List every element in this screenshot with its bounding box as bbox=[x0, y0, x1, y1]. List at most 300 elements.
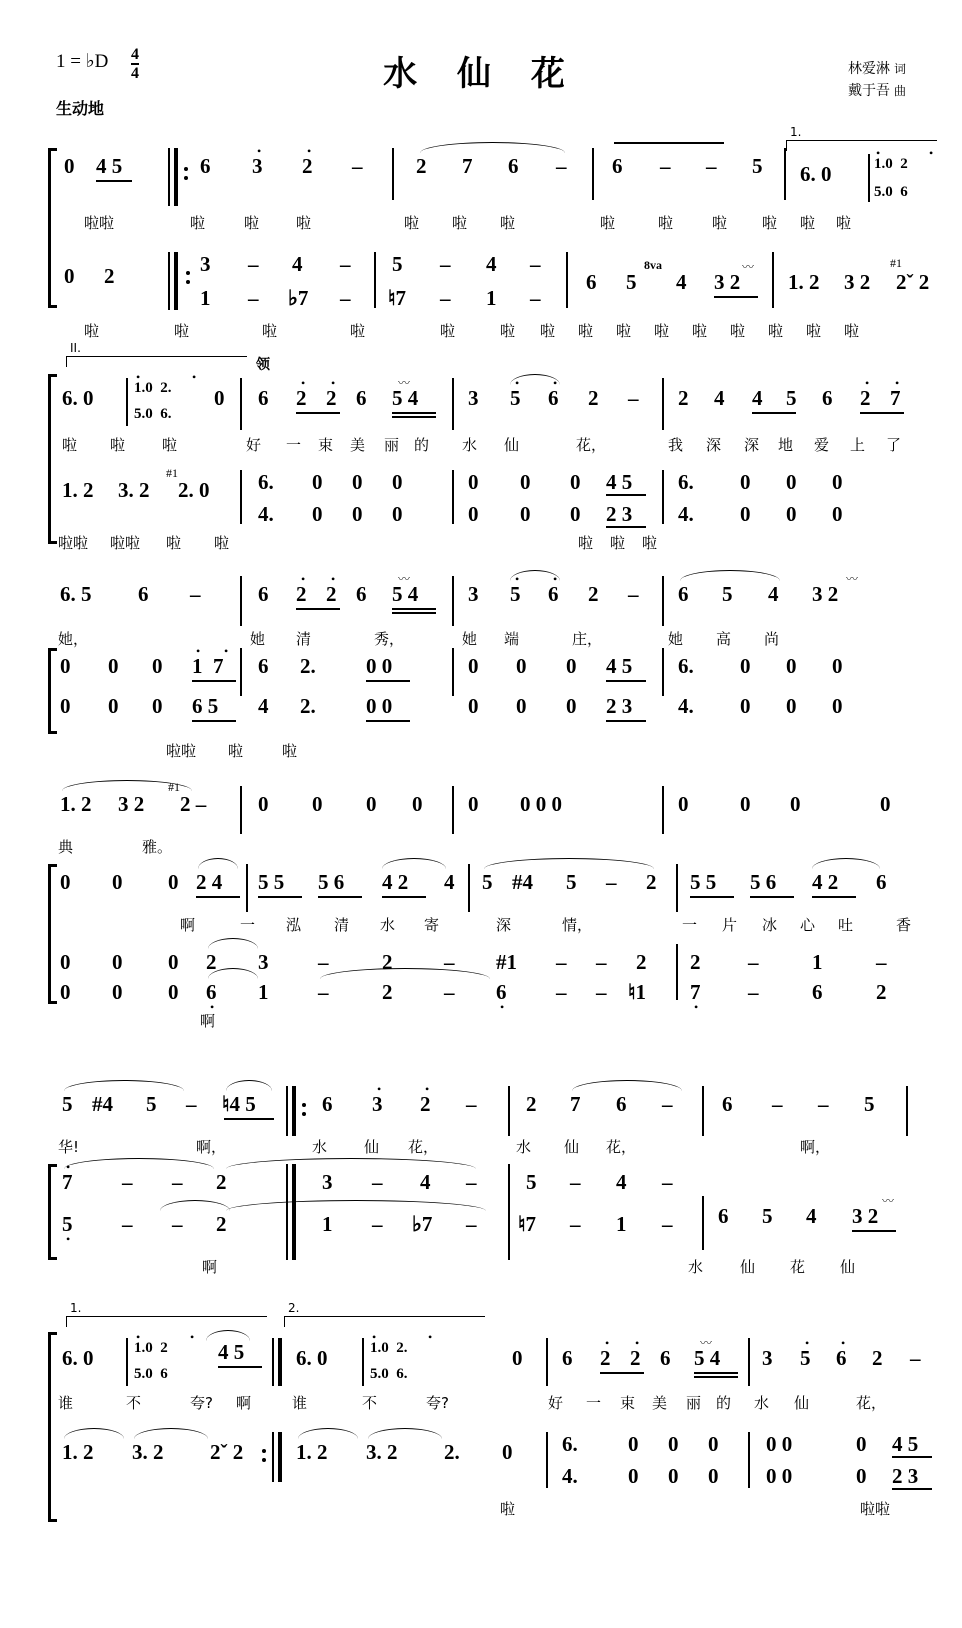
lyric: 啦啦 bbox=[58, 534, 89, 552]
note-group: – bbox=[662, 1212, 673, 1236]
note-group: – bbox=[466, 1170, 477, 1194]
slur bbox=[134, 1428, 208, 1439]
note-group: 5 4 bbox=[392, 386, 419, 410]
lyric: 好 bbox=[246, 436, 262, 454]
lyric: 一 bbox=[240, 916, 256, 934]
beam bbox=[694, 1372, 738, 1374]
note-group: 1 bbox=[322, 1212, 333, 1236]
octave-dot: • bbox=[605, 1336, 610, 1350]
lyric: 情， bbox=[562, 916, 593, 934]
note-group: 0 bbox=[856, 1464, 867, 1488]
ossia-bracket bbox=[126, 378, 128, 426]
note-group: 5 4 bbox=[694, 1346, 721, 1370]
lyric: 了 bbox=[886, 436, 902, 454]
octave-dot: • bbox=[929, 146, 934, 160]
lyric: 仙 bbox=[794, 1394, 810, 1412]
octave-dot: • bbox=[331, 376, 336, 390]
lyric: 束 bbox=[318, 436, 334, 454]
slur bbox=[206, 1330, 250, 1341]
note-group: 3 2 bbox=[844, 270, 871, 294]
ossia-bracket bbox=[868, 154, 870, 202]
note-group: 2 bbox=[860, 386, 871, 410]
note-group: 5 bbox=[526, 1170, 537, 1194]
note-group: – bbox=[570, 1170, 581, 1194]
octave-dot: • bbox=[865, 376, 870, 390]
lyric: 雅。 bbox=[142, 838, 173, 856]
barline bbox=[662, 576, 664, 626]
lyric: 水 bbox=[516, 1138, 532, 1156]
note-group: 2 bbox=[420, 1092, 431, 1116]
key-signature: 1 = ♭D bbox=[56, 51, 109, 72]
barline bbox=[702, 1196, 704, 1250]
beam bbox=[196, 896, 240, 898]
note-group: 0 bbox=[152, 654, 163, 678]
lyric: 她， bbox=[58, 630, 89, 648]
octave-dot: • bbox=[224, 644, 229, 658]
note-group: #4 bbox=[92, 1092, 113, 1116]
note-group: – bbox=[628, 386, 639, 410]
repeat-barline-start bbox=[174, 148, 178, 206]
lyric: 我 bbox=[668, 436, 684, 454]
lyric: 啦 bbox=[452, 214, 468, 232]
note-group: 7 bbox=[890, 386, 901, 410]
note-group: 0 bbox=[258, 792, 269, 816]
lyric: 夸? bbox=[426, 1394, 449, 1412]
note-group: – bbox=[122, 1212, 133, 1236]
beam bbox=[714, 296, 758, 298]
note-group: – bbox=[352, 154, 363, 178]
note-group: 6. 0 bbox=[296, 1346, 328, 1370]
system-5-brace bbox=[48, 1164, 51, 1260]
note-group: 5 bbox=[62, 1212, 73, 1236]
note-group: 4. bbox=[258, 502, 274, 526]
beam bbox=[366, 720, 410, 722]
note-group: – bbox=[556, 980, 567, 1004]
note-group: 2 bbox=[588, 386, 599, 410]
beam bbox=[392, 412, 436, 414]
mordent-icon: 〰 bbox=[700, 1336, 713, 1350]
note-group: 3. 2 bbox=[118, 478, 150, 502]
note-group: 0 bbox=[786, 694, 797, 718]
note-group: 1 bbox=[258, 980, 269, 1004]
note-group: 1 bbox=[812, 950, 823, 974]
beam bbox=[606, 720, 646, 722]
barline bbox=[566, 252, 568, 308]
octave-dot: • bbox=[190, 1330, 195, 1344]
note-group: – bbox=[910, 1346, 921, 1370]
note-group: 0 bbox=[832, 694, 843, 718]
barline bbox=[168, 148, 170, 206]
barline bbox=[392, 148, 394, 200]
note-group: 4 5 bbox=[218, 1340, 245, 1364]
note-group: 6. bbox=[258, 470, 274, 494]
note-group: 6. 5 bbox=[60, 582, 92, 606]
note-group: – bbox=[172, 1170, 183, 1194]
repeat-dots bbox=[262, 1444, 266, 1467]
note-group: 2 bbox=[326, 386, 337, 410]
volta-1-label: 1. bbox=[790, 125, 802, 139]
barline bbox=[452, 648, 454, 696]
note-group: 0 bbox=[708, 1432, 719, 1456]
note-group: – bbox=[248, 252, 259, 276]
note-group: 0 bbox=[516, 654, 527, 678]
note-group: 3 bbox=[252, 154, 263, 178]
note-group: 0 bbox=[60, 980, 71, 1004]
octave-dot: • bbox=[515, 376, 520, 390]
note-group: 0 bbox=[786, 502, 797, 526]
lyric: 啦 bbox=[658, 214, 674, 232]
volta-2 bbox=[66, 341, 247, 367]
system-5 bbox=[0, 1078, 962, 1288]
lyric: 啦 bbox=[768, 322, 784, 340]
note-group: 5 bbox=[482, 870, 493, 894]
barline bbox=[468, 864, 470, 912]
lyric: 水 bbox=[380, 916, 396, 934]
lyric: 啊 bbox=[236, 1394, 252, 1412]
note-group: – bbox=[818, 1092, 829, 1116]
note-group: 5 bbox=[62, 1092, 73, 1116]
note-group: – bbox=[596, 950, 607, 974]
note-group: 4 bbox=[714, 386, 725, 410]
lyric: 啊 bbox=[200, 1012, 216, 1030]
note-group: 0 bbox=[108, 694, 119, 718]
note-group: 6 bbox=[876, 870, 887, 894]
barline bbox=[508, 1086, 510, 1136]
beam bbox=[750, 896, 794, 898]
note-group: 5 bbox=[864, 1092, 875, 1116]
octave-dot: • bbox=[841, 1336, 846, 1350]
lyric: 好 bbox=[548, 1394, 564, 1412]
note-group: 4 bbox=[420, 1170, 431, 1194]
system-6-brace bbox=[48, 1332, 51, 1522]
note-group: 2 bbox=[326, 582, 337, 606]
lyric: 啦 bbox=[282, 742, 298, 760]
beam bbox=[382, 896, 426, 898]
note-group: 4 bbox=[768, 582, 779, 606]
lyric: 啦啦 bbox=[110, 534, 141, 552]
note-group: 0 bbox=[856, 1432, 867, 1456]
lyric: 啦 bbox=[600, 214, 616, 232]
lyric: 美 bbox=[350, 436, 366, 454]
note-group: 6 bbox=[356, 386, 367, 410]
note-group: 6 bbox=[258, 654, 269, 678]
barline bbox=[592, 148, 594, 200]
note-group: – bbox=[186, 1092, 197, 1116]
note-group: 0 bbox=[566, 654, 577, 678]
lyric: 水 bbox=[312, 1138, 328, 1156]
note-group: 0 bbox=[352, 470, 363, 494]
note-group: 2 bbox=[296, 582, 307, 606]
note-group: – bbox=[318, 980, 329, 1004]
note-group: 6. 0 bbox=[800, 162, 832, 186]
note-group: 2 bbox=[690, 950, 701, 974]
note-group: 5 4 bbox=[392, 582, 419, 606]
note-group: – bbox=[372, 1212, 383, 1236]
note-group: 7 bbox=[570, 1092, 581, 1116]
barline bbox=[662, 378, 664, 430]
note-group: 3 bbox=[200, 252, 211, 276]
barline bbox=[374, 252, 376, 308]
note-group: ♮7 bbox=[388, 286, 407, 310]
note-group: 3 bbox=[468, 386, 479, 410]
slur bbox=[64, 1158, 214, 1169]
lyric: 啦 bbox=[440, 322, 456, 340]
note-group: 0 bbox=[668, 1464, 679, 1488]
volta-1 bbox=[786, 125, 937, 151]
note-group: 0 bbox=[502, 1440, 513, 1464]
system-3-brace bbox=[48, 648, 51, 734]
note-group: ♮7 bbox=[518, 1212, 537, 1236]
octave-dot: • bbox=[301, 376, 306, 390]
note-group: 2 bbox=[526, 1092, 537, 1116]
note-group: 6 bbox=[138, 582, 149, 606]
note-group: 3 bbox=[322, 1170, 333, 1194]
lyric: 啦 bbox=[500, 322, 516, 340]
mordent-icon: 〰 bbox=[742, 260, 755, 274]
note-group: 0 bbox=[740, 654, 751, 678]
note-group: 0 bbox=[468, 792, 479, 816]
octave-dot: • bbox=[192, 370, 197, 384]
note-group: 2 3 bbox=[606, 694, 633, 718]
slur bbox=[198, 858, 238, 869]
note-group: 0 bbox=[628, 1464, 639, 1488]
note-group: 5 bbox=[510, 386, 521, 410]
ossia-upper: 1.0 2 bbox=[134, 1340, 168, 1356]
note-group: 2 bbox=[630, 1346, 641, 1370]
note-group: ♮4 5 bbox=[222, 1092, 256, 1116]
barline bbox=[240, 648, 242, 696]
note-group: 0 bbox=[60, 654, 71, 678]
note-group: 0 0 bbox=[366, 654, 393, 678]
note-group: 2. bbox=[444, 1440, 460, 1464]
lyric: 香 bbox=[896, 916, 912, 934]
note-group: – bbox=[748, 950, 759, 974]
lyric: 啦 bbox=[174, 322, 190, 340]
lyric: 冰 bbox=[762, 916, 778, 934]
note-group: 4 5 bbox=[606, 470, 633, 494]
note-group: – bbox=[596, 980, 607, 1004]
octave-dot: • bbox=[136, 1330, 141, 1344]
note-group: 2ˇ 2 bbox=[210, 1440, 244, 1464]
octave-dot: • bbox=[331, 572, 336, 586]
lyricist-name: 林爱淋 bbox=[847, 61, 890, 77]
note-group: 0 bbox=[740, 792, 751, 816]
octave-dot: • bbox=[500, 1000, 505, 1014]
note-group: 0 bbox=[152, 694, 163, 718]
note-group: 0 bbox=[628, 1432, 639, 1456]
system-1 bbox=[0, 125, 962, 340]
note-group: 5 5 bbox=[258, 870, 285, 894]
note-group: 3 2 bbox=[714, 270, 741, 294]
note-group: 0 0 bbox=[366, 694, 393, 718]
lyric: 啦 bbox=[730, 322, 746, 340]
note-group: 0 bbox=[520, 470, 531, 494]
note-group: 2 bbox=[588, 582, 599, 606]
note-group: 2 bbox=[876, 980, 887, 1004]
note-group: – bbox=[372, 1170, 383, 1194]
barline bbox=[748, 1338, 750, 1386]
lyric: 啦 bbox=[244, 214, 260, 232]
note-group: 5 bbox=[626, 270, 637, 294]
note-group: 0 bbox=[64, 264, 75, 288]
barline bbox=[546, 1432, 548, 1488]
slur bbox=[298, 1428, 358, 1439]
note-group: 6 bbox=[496, 980, 507, 1004]
lyric: 的 bbox=[414, 436, 430, 454]
note-group: 0 bbox=[740, 470, 751, 494]
barline bbox=[168, 252, 170, 310]
lyric: 啦 bbox=[84, 322, 100, 340]
beam bbox=[694, 1376, 738, 1378]
octave-dot: • bbox=[895, 376, 900, 390]
note-group: 6 bbox=[822, 386, 833, 410]
note-group: 4 5 bbox=[606, 654, 633, 678]
note-group: 0 bbox=[468, 654, 479, 678]
lyric: 水 bbox=[754, 1394, 770, 1412]
note-group: 2 bbox=[296, 386, 307, 410]
note-group: 0 bbox=[168, 980, 179, 1004]
tempo-marking: 生动地 bbox=[56, 99, 105, 118]
lyric: 啦 bbox=[762, 214, 778, 232]
octave-dot: • bbox=[66, 1160, 71, 1174]
note-group: 5 5 bbox=[690, 870, 717, 894]
note-group: 2. bbox=[300, 694, 316, 718]
mordent-icon: 〰 bbox=[882, 1194, 895, 1208]
beam bbox=[892, 1456, 932, 1458]
note-group: 6 bbox=[200, 154, 211, 178]
lyric: 谁 bbox=[292, 1394, 308, 1412]
note-group: 6 bbox=[356, 582, 367, 606]
note-group: 6 bbox=[562, 1346, 573, 1370]
note-group: 1. 2 bbox=[788, 270, 820, 294]
beam bbox=[392, 608, 436, 610]
barline bbox=[452, 576, 454, 626]
octave-dot: • bbox=[301, 572, 306, 586]
note-group: 0 bbox=[392, 502, 403, 526]
barline bbox=[676, 864, 678, 912]
note-group: – bbox=[706, 154, 717, 178]
note-group: – bbox=[530, 252, 541, 276]
lyric: 啊 bbox=[180, 916, 196, 934]
lyric: 啊， bbox=[800, 1138, 831, 1156]
note-group: 0 bbox=[520, 502, 531, 526]
beam bbox=[192, 720, 236, 722]
lyric: 深 bbox=[744, 436, 760, 454]
lyric: 庄， bbox=[572, 630, 603, 648]
barline bbox=[240, 470, 242, 524]
barline bbox=[240, 576, 242, 626]
lyric: 片 bbox=[722, 916, 738, 934]
system-2 bbox=[0, 341, 962, 552]
note-group: – bbox=[340, 286, 351, 310]
lyric: 寄 bbox=[424, 916, 440, 934]
octave-dot: • bbox=[136, 370, 141, 384]
barline bbox=[240, 378, 242, 430]
note-group: 0 bbox=[566, 694, 577, 718]
slur bbox=[64, 1428, 124, 1439]
note-group: #1 bbox=[496, 950, 517, 974]
note-group: 0 bbox=[468, 694, 479, 718]
lyric: 啦 bbox=[214, 534, 230, 552]
lyric: 水 bbox=[462, 436, 478, 454]
note-group: 0 bbox=[708, 1464, 719, 1488]
slur bbox=[572, 1080, 682, 1091]
beam bbox=[318, 896, 362, 898]
lyric: 夸? bbox=[190, 1394, 213, 1412]
note-group: 0 bbox=[366, 792, 377, 816]
note-group: 3 bbox=[762, 1346, 773, 1370]
note-group: 5 bbox=[752, 154, 763, 178]
lyricist-role: 词 bbox=[893, 62, 906, 76]
barline bbox=[272, 1432, 274, 1482]
credits bbox=[848, 58, 906, 102]
note-group: 0 bbox=[880, 792, 891, 816]
lyric: 谁 bbox=[58, 1394, 74, 1412]
beam bbox=[392, 416, 436, 418]
beam bbox=[258, 896, 302, 898]
beam bbox=[218, 1366, 262, 1368]
lyric: 仙 bbox=[364, 1138, 380, 1156]
lyric: 啦 bbox=[578, 322, 594, 340]
beam bbox=[860, 412, 904, 414]
lyric: 吐 bbox=[838, 916, 854, 934]
note-group: 0 bbox=[112, 950, 123, 974]
lyric: 泓 bbox=[286, 916, 302, 934]
lyric: 啦 bbox=[500, 214, 516, 232]
note-group: 4 bbox=[258, 694, 269, 718]
barline bbox=[784, 148, 786, 200]
ossia-lower: 5.0 6 bbox=[874, 184, 908, 200]
lyric: 一 bbox=[682, 916, 698, 934]
lyric: 清 bbox=[334, 916, 350, 934]
note-group: 6. bbox=[562, 1432, 578, 1456]
lyric: 啦 bbox=[110, 436, 126, 454]
note-group: 4 bbox=[752, 386, 763, 410]
lyric: 华! bbox=[58, 1138, 80, 1156]
note-group: 6 bbox=[548, 386, 559, 410]
note-group: 1. 2 bbox=[62, 1440, 94, 1464]
slur bbox=[812, 858, 880, 869]
beam bbox=[606, 680, 646, 682]
slur bbox=[368, 1428, 442, 1439]
time-signature-numerator: 4 bbox=[131, 46, 139, 63]
lyric: 啦啦 bbox=[84, 214, 115, 232]
note-group: 0 bbox=[786, 654, 797, 678]
note-group: 5 bbox=[146, 1092, 157, 1116]
note-group: 3 bbox=[468, 582, 479, 606]
note-group: 6 bbox=[548, 582, 559, 606]
note-group: 2 bbox=[206, 950, 217, 974]
note-group: 6 bbox=[508, 154, 519, 178]
slur bbox=[208, 938, 258, 949]
note-group: 2 bbox=[104, 264, 115, 288]
beam bbox=[606, 526, 646, 528]
note-group: 0 0 bbox=[766, 1432, 793, 1456]
note-group: 2 bbox=[382, 950, 393, 974]
note-group: 4 5 bbox=[892, 1432, 919, 1456]
lyric: 啦 bbox=[692, 322, 708, 340]
note-group: 0 bbox=[312, 792, 323, 816]
note-group: 3. 2 bbox=[132, 1440, 164, 1464]
note-group: 0 bbox=[740, 502, 751, 526]
ossia-lower: 5.0 6. bbox=[134, 406, 172, 422]
note-group: 5 6 bbox=[750, 870, 777, 894]
note-group: – bbox=[122, 1170, 133, 1194]
note-group: – bbox=[748, 980, 759, 1004]
note-group: 2 bbox=[216, 1212, 227, 1236]
barline bbox=[508, 1164, 510, 1260]
note-group: 3. 2 bbox=[366, 1440, 398, 1464]
